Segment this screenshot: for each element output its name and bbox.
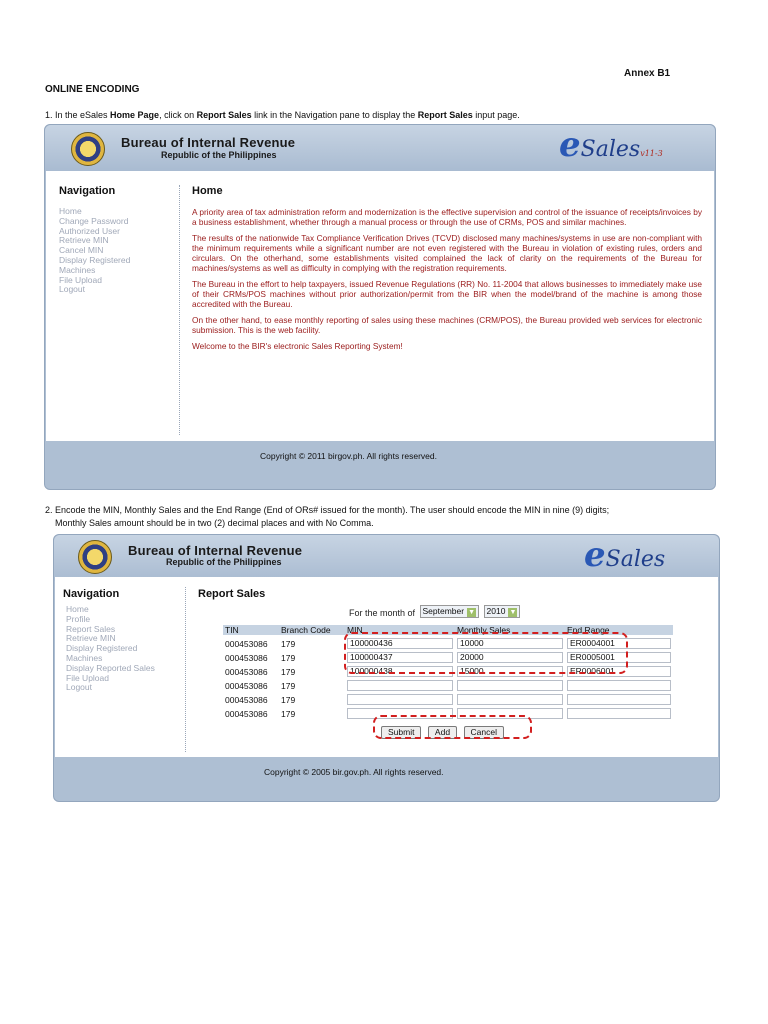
- monthly-sales-input[interactable]: [457, 694, 563, 705]
- home-paragraph: The results of the nationwide Tax Compliance Verification Drives (TCVD) disclosed many machines/systems in use are non-compliant with the minimum requirements while a significant number are not even registered with the Bureau in violation of existing rules, orders and circulars. On the otherhand, some establishments visited complained the lack of clarity on the requirements of the Bureau for machines/systems as well as difficulty in complying with the registration requirements.: [192, 233, 702, 273]
- nav-item-authorized-user[interactable]: Authorized User: [59, 225, 120, 236]
- highlight-entry-box: [344, 632, 628, 674]
- month-label: For the month of: [349, 608, 416, 618]
- report-footer: Copyright © 2005 bir.gov.ph. All rights reserved.: [264, 767, 444, 777]
- esales-logo-text: Sales: [580, 137, 641, 162]
- nav-item-display-reported-sales[interactable]: Display Reported Sales: [66, 662, 155, 673]
- column-header-min: MIN: [345, 625, 455, 635]
- esales-logo-e: e: [559, 125, 581, 165]
- home-body: [192, 207, 702, 357]
- submit-button[interactable]: Submit: [381, 726, 421, 739]
- nav-item-change-password[interactable]: Change Password: [59, 215, 129, 226]
- bir-title: Bureau of Internal Revenue: [121, 135, 296, 150]
- bir-subtitle: Republic of the Philippines: [166, 557, 282, 567]
- end-range-input[interactable]: ER0004001: [567, 638, 671, 649]
- column-header-tin: TIN: [223, 625, 279, 635]
- monthly-sales-input[interactable]: 10000: [457, 638, 563, 649]
- bir-subtitle: Republic of the Philippines: [161, 150, 277, 160]
- monthly-sales-input[interactable]: 15000: [457, 666, 563, 677]
- nav-item-retrieve-min[interactable]: Retrieve MIN: [66, 633, 116, 644]
- branch-cell: 179: [281, 708, 296, 719]
- monthly-sales-input[interactable]: [457, 680, 563, 691]
- table-row: [223, 680, 673, 691]
- section-title-report-sales: Report Sales: [198, 588, 266, 600]
- min-input[interactable]: 100000436: [347, 638, 453, 649]
- home-paragraph: On the other hand, to ease monthly reporting of sales using these machines (CRM/POS), the Bureau provided web services for electronic submission. This is the web facility.: [192, 315, 702, 335]
- nav-item-home[interactable]: Home: [66, 604, 89, 614]
- nav-item-machines[interactable]: Machines: [59, 264, 96, 275]
- highlight-buttons-box: [373, 715, 532, 739]
- esales-logo-text: Sales: [605, 547, 666, 572]
- nav-item-report-sales[interactable]: Report Sales: [66, 623, 116, 634]
- step1-suffix: input page.: [472, 110, 520, 120]
- esales-home-screenshot: [44, 124, 716, 490]
- nav-item-machines[interactable]: Machines: [66, 652, 103, 663]
- nav-list: [59, 207, 130, 295]
- nav-divider: [185, 587, 186, 752]
- nav-item-profile[interactable]: Profile: [66, 613, 91, 624]
- nav-title: Navigation: [63, 588, 120, 600]
- step1-mid-1: , click on: [159, 110, 197, 120]
- min-input[interactable]: 100000437: [347, 652, 453, 663]
- nav-item-logout[interactable]: Logout: [59, 284, 85, 295]
- home-content: [46, 171, 714, 441]
- nav-item-home[interactable]: Home: [59, 206, 82, 216]
- chevron-down-icon: ▼: [509, 609, 517, 617]
- esales-version: v11-3: [640, 149, 663, 158]
- step1-prefix: 1. In the eSales: [45, 110, 111, 120]
- branch-cell: 179: [281, 638, 296, 649]
- step-2-line-2: Monthly Sales amount should be in two (2) decimal places and with No Comma.: [55, 518, 374, 528]
- nav-item-file-upload[interactable]: File Upload: [66, 672, 109, 683]
- end-range-input[interactable]: [567, 680, 671, 691]
- annex-label: Annex B1: [624, 68, 671, 79]
- esales-logo: [584, 535, 665, 575]
- bir-seal-icon: [78, 540, 112, 574]
- year-select[interactable]: [484, 605, 521, 618]
- month-value: September: [422, 606, 465, 617]
- report-content: [55, 577, 718, 757]
- min-input[interactable]: [347, 694, 453, 705]
- step-1-instruction: [45, 109, 520, 121]
- branch-cell: 179: [281, 694, 296, 705]
- nav-title: Navigation: [59, 185, 116, 197]
- nav-item-display-registered[interactable]: Display Registered: [66, 643, 138, 654]
- cancel-button[interactable]: Cancel: [464, 726, 504, 739]
- esales-logo: [559, 125, 663, 165]
- home-paragraph: Welcome to the BIR's electronic Sales Reporting System!: [192, 341, 403, 351]
- column-header-monthly-sales: Monthly Sales: [455, 625, 565, 635]
- min-input[interactable]: 100000438: [347, 666, 453, 677]
- min-input[interactable]: [347, 680, 453, 691]
- chevron-down-icon: ▼: [468, 609, 476, 617]
- tin-cell: 000453086: [225, 652, 268, 663]
- home-paragraph: The Bureau in the effort to help taxpayers, issued Revenue Regulations (RR) No. 11-2004 that allows businesses to immediately make use of their CRMs/POS machines without prior authorization/permit from the BIR when the model/brand of the machine is among those accredited with the Bureau.: [192, 279, 702, 309]
- nav-item-file-upload[interactable]: File Upload: [59, 274, 102, 285]
- nav-item-retrieve-min[interactable]: Retrieve MIN: [59, 235, 109, 246]
- table-row: [223, 694, 673, 705]
- tin-cell: 000453086: [225, 708, 268, 719]
- branch-cell: 179: [281, 680, 296, 691]
- monthly-sales-input[interactable]: 20000: [457, 652, 563, 663]
- nav-item-logout[interactable]: Logout: [66, 682, 92, 693]
- column-header-branch-code: Branch Code: [279, 625, 345, 635]
- tin-cell: 000453086: [225, 666, 268, 677]
- branch-cell: 179: [281, 666, 296, 677]
- home-footer: Copyright © 2011 birgov.ph. All rights reserved.: [260, 451, 437, 461]
- bir-seal-icon: [71, 132, 105, 166]
- step1-bold-2: Report Sales: [196, 110, 252, 120]
- step1-mid-2: link in the Navigation pane to display the: [251, 110, 418, 120]
- tin-cell: 000453086: [225, 694, 268, 705]
- tin-cell: 000453086: [225, 680, 268, 691]
- add-button[interactable]: Add: [428, 726, 457, 739]
- tin-cell: 000453086: [225, 638, 268, 649]
- step1-bold-3: Report Sales: [417, 110, 473, 120]
- bir-title: Bureau of Internal Revenue: [128, 543, 303, 558]
- end-range-input[interactable]: ER0006001: [567, 666, 671, 677]
- step1-bold-1: Home Page: [110, 110, 160, 120]
- step-2-line-1: 2. Encode the MIN, Monthly Sales and the End Range (End of ORs# issued for the month). The user should encode the MIN in nine (9) digits;: [45, 505, 610, 515]
- nav-list: [66, 605, 155, 693]
- page-heading: ONLINE ENCODING: [45, 84, 140, 95]
- year-value: 2010: [486, 606, 506, 617]
- end-range-input[interactable]: [567, 694, 671, 705]
- report-sales-screenshot: [53, 534, 720, 802]
- section-title-home: Home: [192, 185, 223, 197]
- esales-logo-e: e: [584, 535, 606, 575]
- home-paragraph: A priority area of tax administration reform and modernization is the effective supervision and control of the issuance of receipts/invoices by a business establishment, whether through a manual process or through the use of CRMs, POS and similar machines.: [192, 207, 702, 227]
- branch-cell: 179: [281, 652, 296, 663]
- nav-item-cancel-min[interactable]: Cancel MIN: [59, 245, 104, 256]
- month-select[interactable]: [420, 605, 480, 618]
- end-range-input[interactable]: [567, 708, 671, 719]
- nav-item-display-registered[interactable]: Display Registered: [59, 254, 131, 265]
- end-range-input[interactable]: ER0005001: [567, 652, 671, 663]
- nav-divider: [179, 185, 180, 435]
- month-selector: [349, 603, 520, 621]
- column-header-end-range: End Range: [565, 625, 673, 635]
